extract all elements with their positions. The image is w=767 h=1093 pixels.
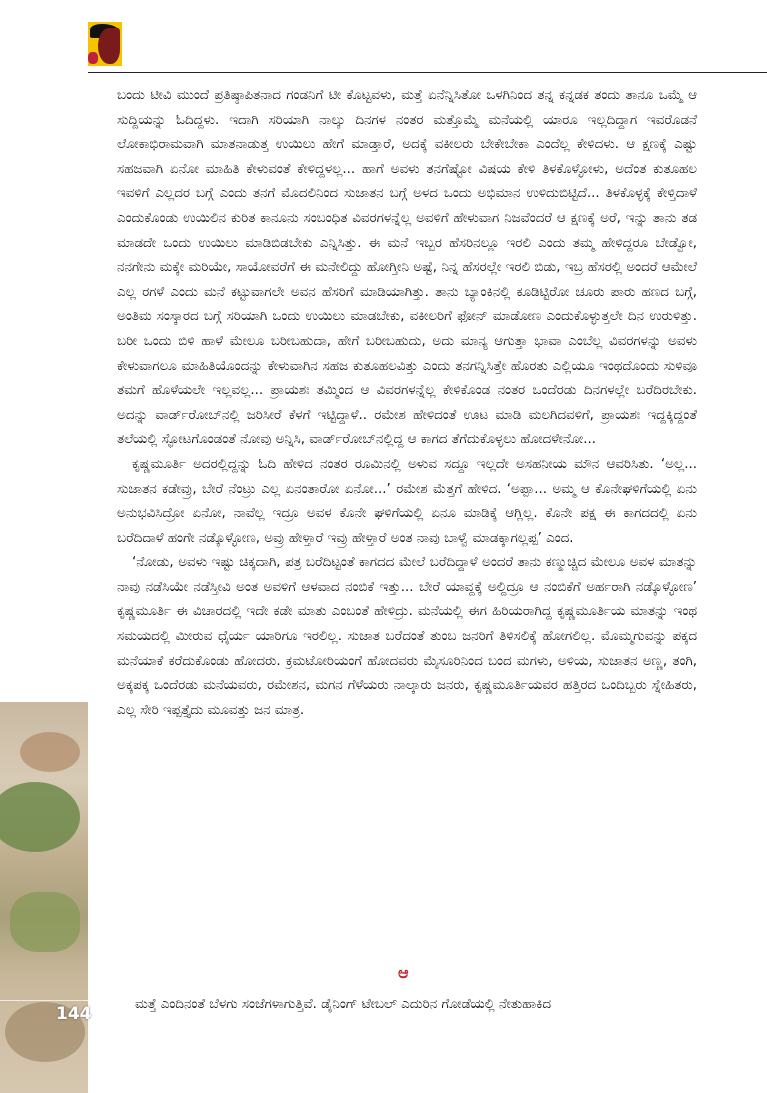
- header-rule: [88, 72, 767, 73]
- paragraph-2: ಕೃಷ್ಣಮೂರ್ತಿ ಅದರಲ್ಲಿದ್ದನ್ನು ಓದಿ ಹೇಳಿದ ನಂತರ ರೂಮಿನಲ್ಲಿ ಅಳುವ ಸದ್ದೂ ಇಲ್ಲದೇ ಅಸಹನೀಯ ಮೌನ ಆವರಿಸಿತು. ‘ಅಲ್ಲ... ಸುಜಾತನ ಕಡೇವ್ರು, ಬೇರೆ ನೆಂಟ್ರು ಎಲ್ಲ ಏನಂತಾರೋ ಏನೋ...’ ರಮೇಶ ಮೆತ್ತಗೆ ಹೇಳಿದ. ‘ಅಪ್ಪಾ... ಅಮ್ಮ ಆ ಕೊನೇಘಳಿಗೆಯಲ್ಲಿ ಏನು ಅನುಭವಿಸಿದ್ರೋ ಏನೋ, ನಾವೆಲ್ಲ ಇದ್ರೂ ಅವಳ ಕೊನೇ ಘಳಿಗೆಯಲ್ಲಿ ಏನೂ ಮಾಡಿಕ್ಕೆ ಆಗ್ಲಿಲ್ಲ. ಕೊನೇ ಪಕ್ಷ ಈ ಕಾಗದದಲ್ಲಿ ಏನು ಬರೆದಿದಾಳೆ ಹಂಗೇ ನಡ್ಕೊಳ್ಳೋಣ, ಅವ್ರು ಹೇಳ್ತಾರೆ ಇವ್ರು ಹೇಳ್ತಾರೆ ಅಂತ ನಾವು ಬಾಳ್ವೆ ಮಾಡಕ್ಕಾಗಲ್ಲಪ್ಪ’ ಎಂದ.: [117, 456, 697, 546]
- paragraph-3: ‘ನೋಡು, ಅವಳು ಇಷ್ಟು ಚಿಕ್ಕದಾಗಿ, ಪತ್ರ ಬರೆದಿಟ್ಟಂತೆ ಕಾಗದದ ಮೇಲೆ ಬರೆದಿದ್ದಾಳೆ ಅಂದರೆ ತಾನು ಕಣ್ಮುಚ್ಚಿದ ಮೇಲೂ ಅವಳ ಮಾತನ್ನು ನಾವು ನಡೆಸಿಯೇ ನಡೆಸ್ತೀವಿ ಅಂತ ಅವಳಿಗೆ ಆಳವಾದ ನಂಬಿಕೆ ಇತ್ತು... ಬೇರೆ ಯಾವ್ದಕ್ಕೆ ಅಲ್ದಿದ್ರೂ ಆ ನಂಬಿಕೆಗೆ ಅರ್ಹರಾಗಿ ನಡ್ಕೊಳ್ಳೋಣ’ ಕೃಷ್ಣಮೂರ್ತಿ ಈ ವಿಚಾರದಲ್ಲಿ ಇದೇ ಕಡೇ ಮಾತು ಎಂಬಂತೆ ಹೇಳಿದ್ರು. ಮನೆಯಲ್ಲಿ ಈಗ ಹಿರಿಯರಾಗಿದ್ದ ಕೃಷ್ಣಮೂರ್ತಿಯ ಮಾತನ್ನು ಇಂಥ ಸಮಯದಲ್ಲಿ ಮೀರುವ ಧೈರ್ಯ ಯಾರಿಗೂ ಇರಲಿಲ್ಲ. ಸುಜಾತ ಬರೆದಂತೆ ತುಂಬ ಜನರಿಗೆ ತಿಳಿಸಲಿಕ್ಕೆ ಹೋಗಲಿಲ್ಲ. ಮೊಮ್ಮಗುವನ್ನು ಪಕ್ಕದ ಮನೆಯಾಕೆ ಕರೆದುಕೊಂಡು ಹೋದರು. ಕ್ರಮಟೋರಿಯಂಗೆ ಹೋದವರು ಮೈಸೂರಿನಿಂದ ಬಂದ ಮಗಳು, ಅಳಿಯ, ಸುಜಾತನ ಅಣ್ಣ, ತಂಗಿ, ಅಕ್ಕಪಕ್ಕ ಒಂದೆರಡು ಮನೆಯವರು, ರಮೇಶನ, ಮಗನ ಗೆಳೆಯರು ನಾಲ್ಕಾರು ಜನರು, ಕೃಷ್ಣಮೂರ್ತಿಯವರ ಹತ್ತಿರದ ಒಂದಿಬ್ಬರು ಸ್ನೇಹಿತರು, ಎಲ್ಲ ಸೇರಿ ಇಪ್ಪತ್ತೈದು ಮೂವತ್ತು ಜನ ಮಾತ್ರ.: [117, 555, 697, 718]
- section-separator: ಆ: [398, 963, 409, 982]
- paragraph-1: ಬಂದು ಟೀವಿ ಮುಂದೆ ಪ್ರತಿಷ್ಠಾಪಿತನಾದ ಗಂಡನಿಗೆ ಟೀ ಕೊಟ್ಟವಳು, ಮತ್ತೆ ಏನೆನ್ನಿಸಿತೋ ಒಳಗಿನಿಂದ ತನ್ನ ಕನ್ನಡಕ ತಂದು ತಾನೂ ಒಮ್ಮೆ ಆ ಸುದ್ದಿಯನ್ನು ಓದಿದ್ದಳು. ಇದಾಗಿ ಸರಿಯಾಗಿ ನಾಲ್ಕು ದಿನಗಳ ನಂತರ ಮತ್ತೊಮ್ಮೆ ಮನೆಯಲ್ಲಿ ಯಾರೂ ಇಲ್ಲದಿದ್ದಾಗ ಇವರೊಡನೆ ಲೋಕಾಭಿರಾಮವಾಗಿ ಮಾತನಾಡುತ್ತ ಉಯಿಲು ಹೇಗೆ ಮಾಡ್ತಾರೆ, ಅದಕ್ಕೆ ವಕೀಲರು ಬೇಕೇಬೇಕಾ ಎಂದೆಲ್ಲ ಕೇಳಿದಳು. ಆ ಕ್ಷಣಕ್ಕೆ ಎಷ್ಟು ಸಹಜವಾಗಿ ಏನೋ ಮಾಹಿತಿ ಕೇಳುವಂತೆ ಕೇಳಿದ್ದಳಲ್ಲ... ಹಾಗೆ ಅವಳು ತನಗೆಷ್ಟೋ ವಿಷಯ ಕೇಳಿ ತಿಳಕೊಳ್ಳೋಳು, ಅದೆಂತ ಕುತೂಹಲ ಇವಳಿಗೆ ಎಲ್ಲದರ ಬಗ್ಗೆ ಎಂದು ತನಗೆ ಮೊದಲಿನಿಂದ ಸುಜಾತನ ಬಗ್ಗೆ ಅಳದ ಒಂದು ಅಭಿಮಾನ ಉಳಿದುಬಿಟ್ಟಿದೆ... ತಿಳಕೊಳ್ಳಕ್ಕೆ ಕೇಳ್ತಿದಾಳೆ ಎಂದುಕೊಂಡು ಉಯಿಲಿನ ಕುರಿತ ಕಾನೂನು ಸಂಬಂಧಿತ ವಿವರಗಳನ್ನೆಲ್ಲ ಅವಳಿಗೆ ಹೇಳುವಾಗ ನಿಜವೆಂದರೆ ಆ ಕ್ಷಣಕ್ಕೆ ಅರೆ, ಇನ್ನು ತಾನು ತಡ ಮಾಡದೇ ಒಂದು ಉಯಿಲು ಮಾಡಿಬಿಡಬೇಕು ಎನ್ನಿಸಿತ್ತು. ಈ ಮನೆ ಇಬ್ಬರ ಹೆಸರಿನಲ್ಲೂ ಇರಲಿ ಎಂದು ತಮ್ಮ ಹೇಳಿದ್ದರೂ ಬೇಡ್ವೋ, ನನಗೇನು ಮಕ್ಕೇ ಮರಿಯೇ, ಸಾಯೋವರೆಗೆ ಈ ಮನೇಲಿದ್ದು ಹೋಗ್ತೀನಿ ಅಷ್ಟೆ, ನಿನ್ನ ಹೆಸರಲ್ಲೇ ಇರಲಿ ಬಿಡು, ಇಬ್ರ ಹೆಸರಲ್ಲಿ ಅಂದರೆ ಆಮೇಲೆ ಎಲ್ಲ ರಗಳೆ ಎಂದು ಮನೆ ಕಟ್ಟುವಾಗಲೇ ಅವನ ಹೆಸರಿಗೆ ಮಾಡಿಯಾಗಿತ್ತು. ತಾನು ಬ್ಯಾಂಕಿನಲ್ಲಿ ಕೂಡಿಟ್ಟಿರೋ ಚೂರು ಪಾರು ಹಣದ ಬಗ್ಗೆ, ಅಂತಿಮ ಸಂಸ್ಕಾರದ ಬಗ್ಗೆ ಸರಿಯಾಗಿ ಒಂದು ಉಯಿಲು ಮಾಡಬೇಕು, ವಕೀಲರಿಗೆ ಫೋನ್ ಮಾಡೋಣ ಎಂದುಕೊಳ್ಳುತ್ತಲೇ ದಿನ ಉರುಳಿತ್ತು. ಬರೀ ಒಂದು ಬಿಳಿ ಹಾಳೆ ಮೇಲೂ ಬರೀಬಹುದಾ, ಹೇಗೆ ಬರೀಬಹುದು, ಅದು ಮಾನ್ಯ ಆಗುತ್ತಾ ಭಾವಾ ಎಂಬೆಲ್ಲ ವಿವರಗಳನ್ನು ಅವಳು ಕೇಳುವಾಗಲೂ ಮಾಹಿತಿಯೊಂದನ್ನು ಕೇಳುವಾಗಿನ ಸಹಜ ಕುತೂಹಲವಿತ್ತು ಎಂದು ತನಗನ್ನಿಸಿತ್ತೇ ಹೊರತು ಎಲ್ಲಿಯೂ ಇಂಥದೊಂದು ಸುಳಿವೂ ತಮಗೆ ಹೊಳೆಯಲೇ ಇಲ್ಲವಲ್ಲ... ಪ್ರಾಯಶಃ ತಮ್ಮಿಂದ ಆ ವಿವರಗಳನ್ನೆಲ್ಲ ಕೇಳಿಕೊಂಡ ನಂತರ ಒಂದೆರಡು ದಿನಗಳಲ್ಲೇ ಬರೆದಿರಬೇಕು. ಅದನ್ನು ವಾರ್ಡ್‌ರೋಬ್‌ನಲ್ಲಿ ಜರಿಸೀರೆ ಕೆಳಗೆ ಇಟ್ಟಿದ್ದಾಳೆ.. ರಮೇಶ ಹೇಳಿದಂತೆ ಊಟ ಮಾಡಿ ಮಲಗಿದವಳಿಗೆ, ಪ್ರಾಯಶಃ ಇದ್ದಕ್ಕಿದ್ದಂತೆ ತಲೆಯಲ್ಲಿ ಸ್ಫೋಟಗೊಂಡಂತೆ ನೋವು ಅನ್ನಿಸಿ, ವಾರ್ಡ್‌ರೋಬ್‌ನಲ್ಲಿದ್ದ ಆ ಕಾಗದ ತೆಗೆದುಕೊಳ್ಳಲು ಹೋದಳೇನೋ...: [117, 88, 697, 448]
- side-artwork-image: [0, 702, 88, 1093]
- side-rule: [0, 1000, 88, 1001]
- page-number: 144: [56, 1004, 92, 1024]
- article-body: [117, 84, 697, 723]
- magazine-logo-icon: [88, 22, 122, 66]
- paragraph-4: ಮತ್ತೆ ಎಂದಿನಂತೆ ಬೆಳಗು ಸಂಜೆಗಳಾಗುತ್ತಿವೆ. ಡೈನಿಂಗ್ ಟೇಬಲ್ ಎದುರಿನ ಗೋಡೆಯಲ್ಲಿ ನೇತುಹಾಕಿದ: [135, 997, 552, 1012]
